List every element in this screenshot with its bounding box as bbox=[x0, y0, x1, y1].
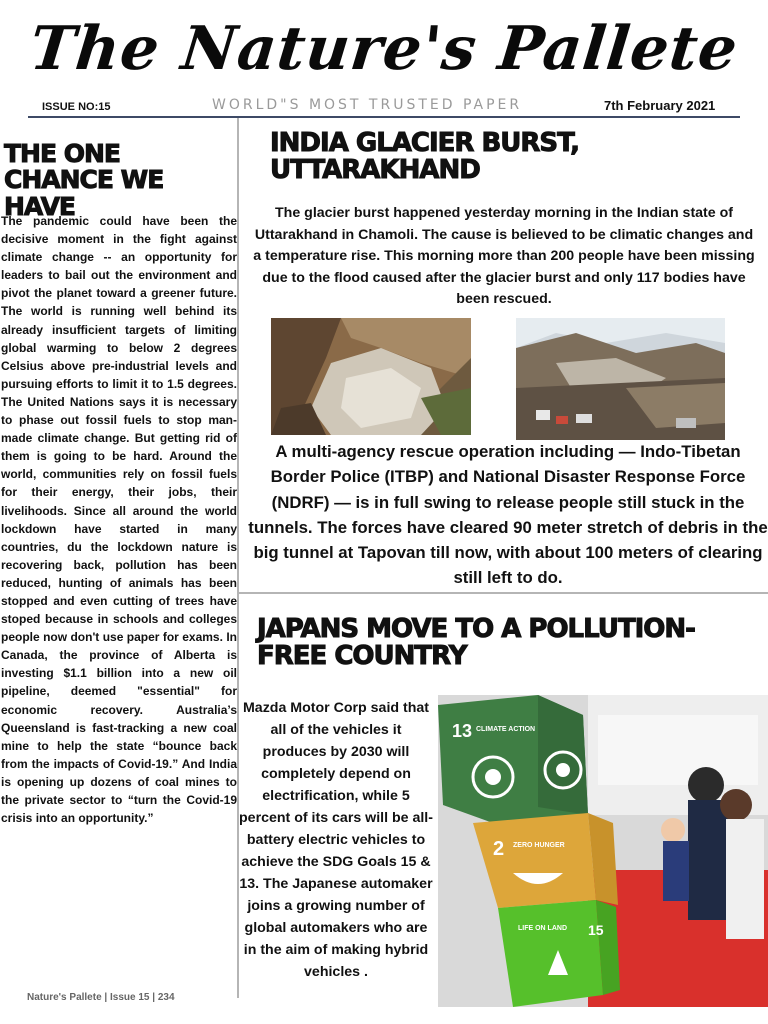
sdg-2-number: 2 bbox=[493, 838, 505, 860]
japan-article-body: Mazda Motor Corp said that all of the vehicles it produces by 2030 will completely depend on electrification, while 5 percent of its cars will be all-battery electric vehicles to achieve the SDG Goals 15 & 13. The Japanese automaker joins a growing number of global automakers who are in the aim of making hybrid vehicles . bbox=[239, 700, 433, 980]
sdg-2-cube bbox=[473, 813, 618, 908]
sdg-13-label: CLIMATE ACTION bbox=[476, 726, 536, 733]
sdg-15-label: LIFE ON LAND bbox=[518, 925, 567, 932]
india-article-intro: The glacier burst happened yesterday morning in the Indian state of Uttarakhand in Chamoli. The cause is believed to be climatic changes and a temperature rise. This morning more than 200 people have been missing due to the flood caused after the glacier burst and only 117 bodies have been rescued. bbox=[253, 205, 755, 307]
issue-number: ISSUE NO:15 bbox=[42, 101, 111, 113]
footer-text: Nature's Pallete | Issue 15 | 234 bbox=[27, 992, 175, 1003]
japan-article-headline: JAPANS MOVE TO A POLLUTION-FREE COUNTRY bbox=[257, 614, 695, 672]
sdg-13-cube bbox=[438, 695, 588, 823]
section-divider bbox=[239, 592, 768, 594]
india-rescue-text: A multi-agency rescue operation including — Indo-Tibetan Border Police (ITBP) and National Disaster Response Force (NDRF) — is in full swing to release people still stuck in the tunnels. The forces have cleared 90 meter stretch of debris in the big tunnel at Tapovan till now, with about 100 meters of clearing still left to do. bbox=[248, 442, 768, 588]
tunnel-site-photo bbox=[516, 318, 725, 440]
sdg-13-number: 13 bbox=[452, 721, 473, 741]
issue-date: 7th February 2021 bbox=[604, 98, 716, 113]
glacier-flood-photo bbox=[271, 318, 471, 435]
left-article-headline: THE ONE CHANCE WE HAVE bbox=[4, 139, 164, 221]
sdg-15-cube bbox=[498, 900, 620, 1007]
sdg-2-label: ZERO HUNGER bbox=[513, 842, 565, 849]
tagline: WORLD"S MOST TRUSTED PAPER bbox=[212, 97, 523, 113]
india-article-headline: INDIA GLACIER BURST, UTTARAKHAND bbox=[270, 128, 580, 186]
sdg-cubes-photo bbox=[438, 695, 768, 1007]
masthead-title: The Nature's Pallete bbox=[26, 14, 742, 84]
left-article-body: The pandemic could have been the decisive moment in the fight against climate change -- an opportunity for leaders to bail out the environment and pivot the planet toward a greener future. The world is running well behind its already insufficient targets of limiting global warming to below 2 degrees Celsius above pre-industrial levels and pursuing efforts to limit it to 1.5 degrees. The United Nations says it is necessary to phase out fossil fuels to stop man-made climate change. But getting rid of them is going to be hard. Around the world, communities rely on fossil fuels for their energy, their jobs, their livelihoods. Since all around the world lockdown have started in many countries, du the lockdown nature is recovering back, pollution has been reduced, hunting of animals has been stopped and even cutting of trees have stoped because in schools and colleges people now don't use paper for exams. In Canada, the province of Alberta is investing $1.1 billion into a new oil pipeline, deemed "essential" for economic recovery. Australia’s Queensland is fast-tracking a new coal mine to help the state “bounce back from the impacts of Covid-19.” And India is opening up dozens of coal mines to the private sector to “turn the Covid-19 crisis into an opportunity.” bbox=[1, 214, 237, 826]
sdg-15-number: 15 bbox=[588, 922, 604, 938]
masthead-rule bbox=[28, 116, 740, 118]
